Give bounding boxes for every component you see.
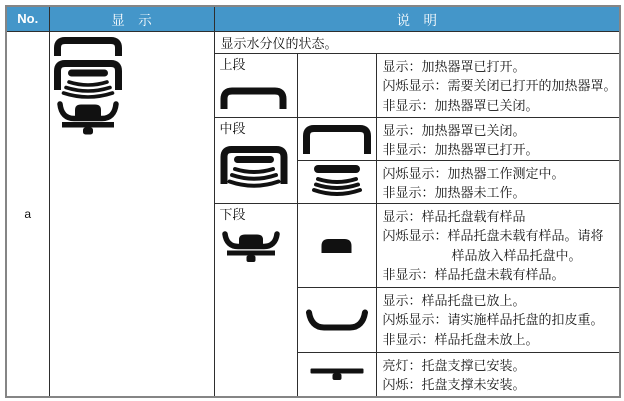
description-line: 亮灯：托盘支撑已安装。 <box>382 357 526 373</box>
description-cell-cover <box>376 117 620 160</box>
description-line: 闪烁：托盘支撑未安装。 <box>382 377 526 392</box>
description-line: 非显示：加热器罩已关闭。 <box>382 97 539 113</box>
description-cell-top <box>376 53 620 117</box>
header-description-cell: 说 明 <box>214 6 620 31</box>
segment-middle-cell <box>214 117 297 203</box>
description-line: 显示：样品托盘已放上。 <box>382 292 526 308</box>
sample-pan-on-support-icon <box>220 230 282 264</box>
icon-cell-cover-closed <box>297 117 376 160</box>
heater-cover-open-icon <box>220 86 287 109</box>
description-line: 显示：样品托盘载有样品 <box>382 208 526 224</box>
description-line: 样品放入样品托盘中。 <box>451 247 582 263</box>
sample-pan-icon <box>306 309 368 331</box>
status-description-cell: 显示水分仪的状态。 <box>214 31 620 53</box>
description-line: 显示：加热器罩已打开。 <box>382 58 526 74</box>
segment-top-cell <box>214 53 297 117</box>
status-indicator-table <box>5 5 621 398</box>
icon-cell-pan <box>297 287 376 352</box>
description-cell-sample <box>376 203 620 287</box>
description-line: 非显示：加热器未工作。 <box>382 185 526 200</box>
sample-loaded-icon <box>319 237 354 253</box>
moisture-analyzer-status-icon <box>53 35 123 135</box>
icon-cell-top-empty <box>297 53 376 117</box>
row-id-cell: a <box>6 31 49 397</box>
description-cell-pan <box>376 287 620 352</box>
icon-cell-heater <box>297 160 376 203</box>
description-line: 闪烁显示：加热器工作测定中。 <box>382 165 565 181</box>
description-line: 闪烁显示：请实施样品托盘的扣皮重。 <box>382 312 604 327</box>
description-line: 非显示：样品托盘未放上。 <box>382 331 539 347</box>
display-overview-cell <box>49 31 214 397</box>
segment-bottom-label: 下段 <box>219 206 246 222</box>
description-cell-heater <box>376 160 620 203</box>
icon-cell-support <box>297 352 376 397</box>
segment-middle-label: 中段 <box>219 120 246 136</box>
description-line: 显示：加热器罩已关闭。 <box>382 122 526 138</box>
heater-cover-with-heat-icon <box>220 144 288 199</box>
header-no-cell: No. <box>6 6 49 31</box>
heater-working-icon <box>311 163 363 200</box>
description-line: 非显示：样品托盘未载有样品。 <box>382 267 565 282</box>
icon-cell-sample <box>297 203 376 287</box>
description-line: 闪烁显示：需要关闭已打开的加热器罩。 <box>382 78 617 93</box>
description-line: 闪烁显示：样品托盘未载有样品。请将 <box>382 228 604 243</box>
description-line: 非显示：加热器罩已打开。 <box>382 142 539 157</box>
pan-support-icon <box>309 367 365 381</box>
description-cell-support <box>376 352 620 397</box>
segment-top-label: 上段 <box>219 56 246 72</box>
header-display-cell: 显 示 <box>49 6 214 31</box>
heater-cover-closed-icon <box>302 123 372 154</box>
segment-bottom-cell <box>214 203 297 397</box>
